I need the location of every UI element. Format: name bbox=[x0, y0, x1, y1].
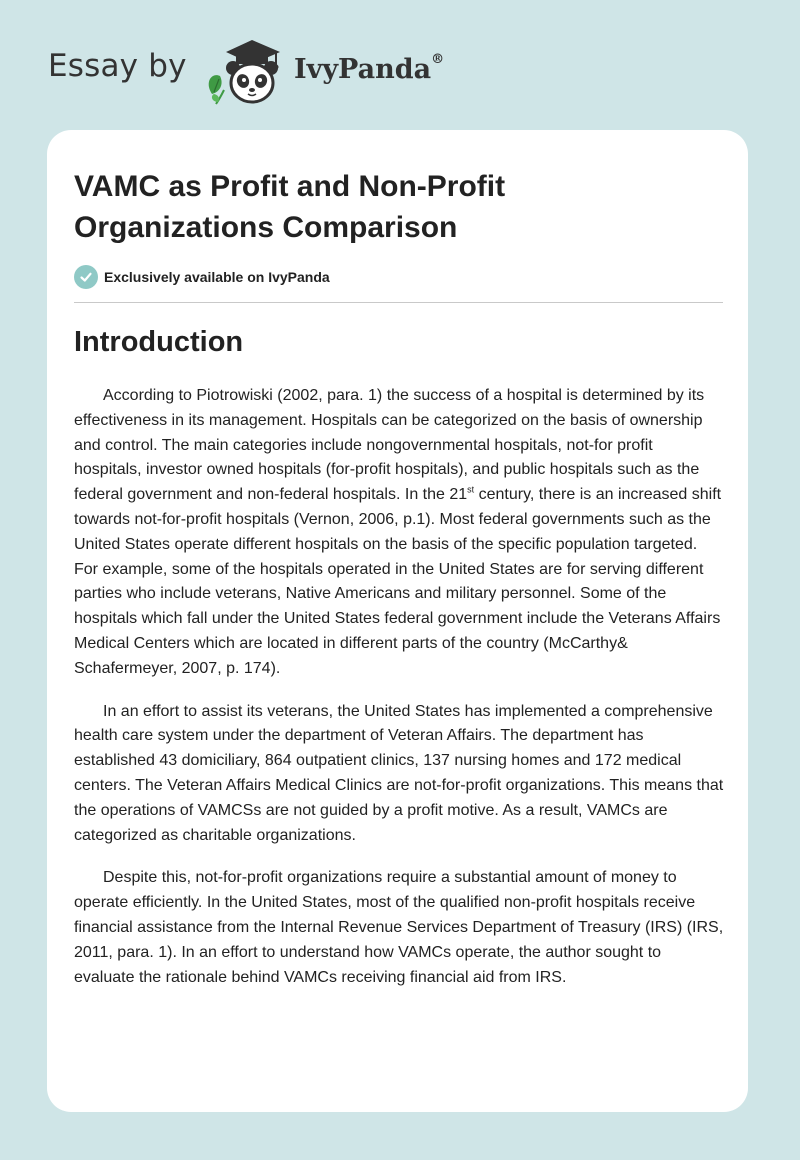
essay-title: VAMC as Profit and Non-Profit Organizations Comparison bbox=[74, 170, 506, 244]
divider bbox=[74, 302, 723, 303]
paragraph-1: According to Piotrowiski (2002, para. 1) the success of a hospital is determined by its effectiveness in its management. Hospitals can be categorized on the basis of ownership and control. The main categories include nongovernmental hospitals, not-for profit hospitals, investor owned hospitals (for-profit hospitals), and public hospitals such as the federal government and non-federal hospitals. In the 21st century, there is an increased shift towards not-for-profit hospitals (Vernon, 2006, p.1). Most federal governments such as the United States operate different hospitals on the basis of the specific population targeted. For example, some of the hospitals operated in the United States are for serving different parties who include veterans, Native Americans and military personnel. Some of the hospitals which fall under the United States federal government include the Veterans Affairs Medical Centers which are located in different parts of the country (McCarthy& Schafermeyer, 2007, p. 174). bbox=[74, 387, 722, 677]
site-header bbox=[48, 36, 468, 108]
exclusive-badge-label: Exclusively available on IvyPanda bbox=[104, 269, 330, 285]
brand-name[interactable]: IvyPanda® bbox=[294, 52, 445, 85]
paragraph-2: In an effort to assist its veterans, the United States has implemented a comprehensive health care system under the department of Veteran Affairs. The department has established 43 domiciliary, 864 outpatient clinics, 137 nursing homes and 172 medical centers. The Veteran Affairs Medical Clinics are not-for-profit organizations. This means that the operations of VAMCSs are not guided by a profit motive. As a result, VAMCs are categorized as charitable organizations. bbox=[74, 702, 724, 844]
check-icon bbox=[74, 265, 98, 289]
essay-body bbox=[74, 384, 724, 1008]
brand-prefix: Essay by bbox=[48, 48, 187, 84]
essay-card bbox=[47, 130, 748, 1112]
exclusive-badge bbox=[74, 264, 330, 290]
section-heading: Introduction bbox=[74, 326, 244, 358]
panda-logo-icon[interactable] bbox=[202, 36, 294, 108]
paragraph-3: Despite this, not-for-profit organizations require a substantial amount of money to operate efficiently. In the United States, most of the qualified non-profit hospitals receive financial assistance from the Internal Revenue Services Department of Treasury (IRS) (IRS, 2011, para. 1). In an effort to understand how VAMCs operate, the author sought to evaluate the rationale behind VAMCs receiving financial aid from IRS. bbox=[74, 869, 724, 986]
